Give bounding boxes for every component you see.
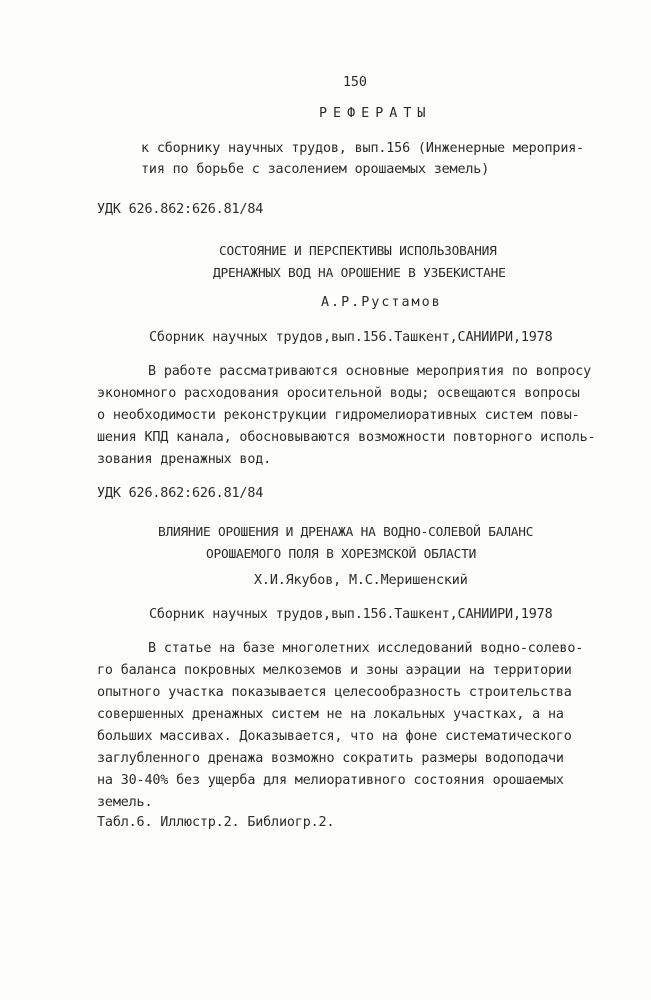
abstract-2-title-line-1: ВЛИЯНИЕ ОРОШЕНИЯ И ДРЕНАЖА НА ВОДНО-СОЛЕВОЙ БАЛАНС [158, 525, 534, 540]
page-heading: РЕФЕРАТЫ [319, 106, 432, 121]
abstract-2-body-line: го баланса покровных мелкоземов и зоны аэрации на территории [97, 663, 572, 678]
abstract-1-body-line: экономного расходования оросительной воды; освещаются вопросы [97, 386, 580, 401]
abstract-2-body-line: больших массивах. Доказывается, что на фоне систематического [97, 729, 572, 744]
abstract-2-body-line: на 30-40% без ущерба для мелиоративного состояния орошаемых [97, 773, 564, 788]
abstract-1-body-line: В работе рассматриваются основные мероприятия по вопросу [148, 364, 592, 379]
abstract-2-udk: УДК 626.862:626.81/84 [97, 486, 264, 501]
abstract-1-source: Сборник научных трудов,вып.156.Ташкент,САНИИРИ,1978 [149, 330, 553, 345]
abstract-2-body-line: совершенных дренажных систем не на локальных участках, а на [97, 707, 564, 722]
abstract-1-body-line: о необходимости реконструкции гидромелиоративных систем повы- [97, 408, 580, 423]
abstract-1-body-line: шения КПД канала, обосновываются возможности повторного исполь- [97, 430, 596, 445]
abstract-2-body-line: опытного участка показывается целесообразность строительства [97, 685, 572, 700]
abstract-2-body-line: заглубленного дренажа возможно сократить размеры водоподачи [97, 751, 564, 766]
abstract-1-authors: А.Р.Рустамов [321, 295, 442, 310]
intro-line-2: тия по борьбе с засолением орошаемых земель) [141, 162, 490, 177]
abstract-2-authors: Х.И.Якубов, М.С.Меришенский [254, 573, 468, 588]
abstract-2-footer: Табл.6. Иллюстр.2. Библиогр.2. [97, 815, 335, 830]
abstract-1-title-line-1: СОСТОЯНИЕ И ПЕРСПЕКТИВЫ ИСПОЛЬЗОВАНИЯ [219, 244, 497, 259]
page-number: 150 [343, 75, 367, 90]
abstract-1-title-line-2: ДРЕНАЖНЫХ ВОД НА ОРОШЕНИЕ В УЗБЕКИСТАНЕ [213, 266, 506, 281]
abstract-1-body-line: зования дренажных вод. [97, 452, 272, 467]
intro-line-1: к сборнику научных трудов, вып.156 (Инженерные мероприя- [141, 141, 585, 156]
abstract-2-title-line-2: ОРОШАЕМОГО ПОЛЯ В ХОРЕЗМСКОЙ ОБЛАСТИ [206, 547, 477, 562]
abstract-2-body-line: В статье на базе многолетних исследований водно-солево- [148, 641, 584, 656]
abstract-2-source: Сборник научных трудов,вып.156.Ташкент,САНИИРИ,1978 [149, 607, 553, 622]
abstract-1-udk: УДК 626.862:626.81/84 [97, 202, 264, 217]
abstract-2-body-line: земель. [97, 795, 153, 810]
